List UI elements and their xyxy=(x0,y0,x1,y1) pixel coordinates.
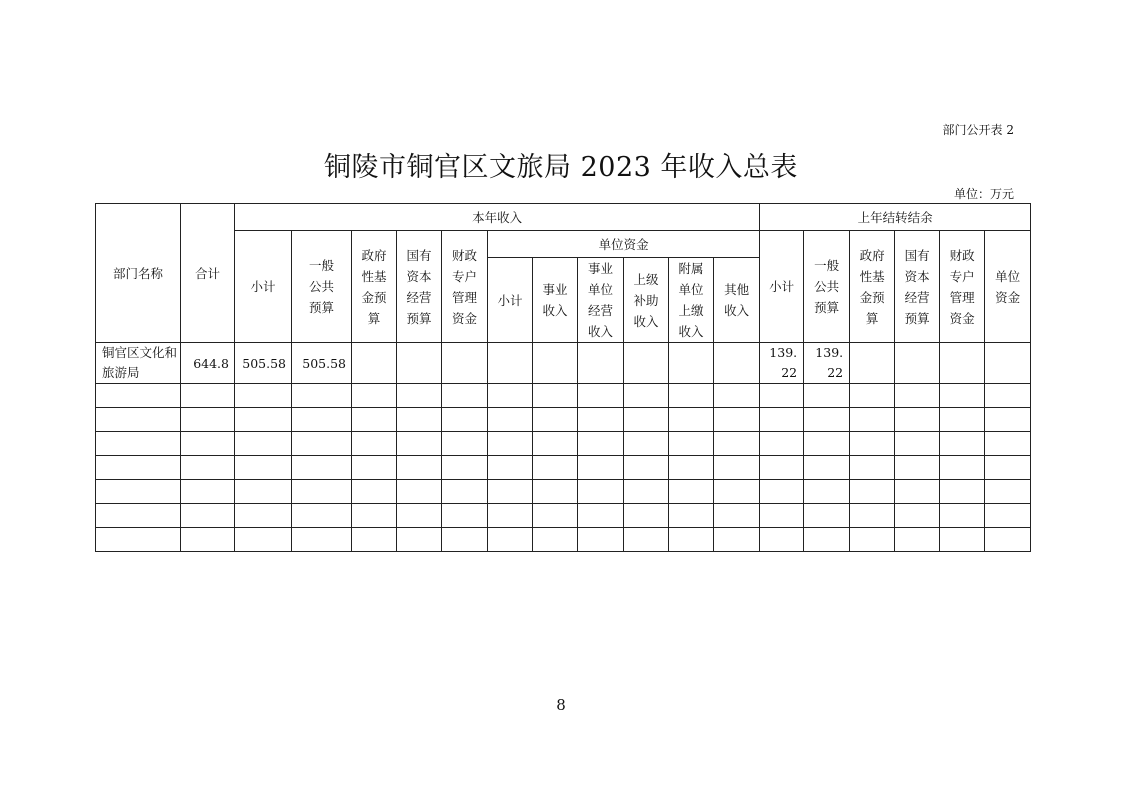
cell-dept: 铜官区文化和旅游局 xyxy=(96,343,181,384)
col-total-header: 合计 xyxy=(181,204,235,343)
cur-subtotal-header: 小计 xyxy=(235,231,292,343)
unit-subtotal-header: 小计 xyxy=(488,258,533,343)
prev-subtotal-header: 小计 xyxy=(760,231,804,343)
cur-gov-fund-header: 政府性基金预算 xyxy=(352,231,397,343)
unit-label: 单位：万元 xyxy=(953,187,1014,201)
empty-row xyxy=(96,504,1031,528)
table-number: 部门公开表 2 xyxy=(942,123,1014,137)
cell-cur-general: 505.58 xyxy=(292,343,352,384)
unit-career-header: 事业收入 xyxy=(533,258,578,343)
prev-gov-fund-header: 政府性基金预算 xyxy=(850,231,895,343)
unit-career-op-header: 事业单位经营收入 xyxy=(578,258,624,343)
empty-row xyxy=(96,456,1031,480)
empty-row xyxy=(96,528,1031,552)
revenue-table xyxy=(95,203,1031,552)
current-year-header: 本年收入 xyxy=(235,204,760,231)
document-title: 铜陵市铜官区文旅局 2023 年收入总表 xyxy=(324,152,798,183)
cur-fiscal-special-header: 财政专户管理资金 xyxy=(442,231,488,343)
prev-general-header: 一般公共预算 xyxy=(804,231,850,343)
table-row xyxy=(96,343,1031,384)
page-number: 8 xyxy=(556,696,566,714)
cell-total: 644.8 xyxy=(181,343,235,384)
empty-row xyxy=(96,432,1031,456)
cur-state-capital-header: 国有资本经营预算 xyxy=(397,231,442,343)
cell-cur-subtotal: 505.58 xyxy=(235,343,292,384)
cur-general-header: 一般公共预算 xyxy=(292,231,352,343)
empty-row xyxy=(96,408,1031,432)
unit-fund-header: 单位资金 xyxy=(488,231,760,258)
unit-superior-header: 上级补助收入 xyxy=(624,258,669,343)
cell-prev-general: 139.22 xyxy=(804,343,850,384)
prev-fiscal-special-header: 财政专户管理资金 xyxy=(940,231,985,343)
prev-state-capital-header: 国有资本经营预算 xyxy=(895,231,940,343)
unit-affiliated-header: 附属单位上缴收入 xyxy=(669,258,714,343)
empty-row xyxy=(96,480,1031,504)
prev-year-header: 上年结转结余 xyxy=(760,204,1031,231)
prev-unit-fund-header: 单位资金 xyxy=(985,231,1031,343)
col-dept-header: 部门名称 xyxy=(96,204,181,343)
cell-prev-subtotal: 139.22 xyxy=(760,343,804,384)
unit-other-header: 其他收入 xyxy=(714,258,760,343)
empty-row xyxy=(96,384,1031,408)
